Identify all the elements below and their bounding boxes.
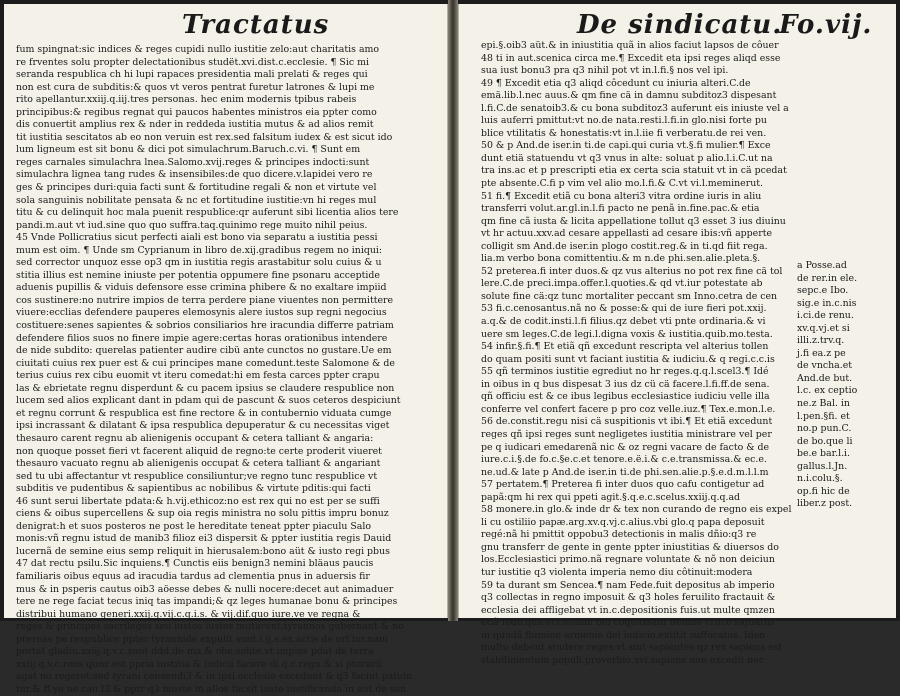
text-line: stabilimentum populi.proverbio.xvi.sapiens non excedit nec: [481, 654, 765, 666]
text-line: ciens & oibus supercellens & sup oia regis ministra no solu pittis impru bonuz: [16, 508, 389, 520]
marginal-note-line: sepc.e Ibo.: [797, 285, 849, 297]
marginal-note-line: de vncha.et: [797, 360, 853, 372]
text-line: prereas pe respublice ppter tyrannidé expulit sunt.l.ij.s.ex.actis de orl.iur.nam: [16, 633, 388, 645]
text-line: etiã fede.qua ecclesiam dei coquassant deinde cruce signatus: [481, 617, 775, 629]
text-line: 45 Vnde Pollicratius sicut perfecti aiali est bono via separatu a iustitia pessi: [16, 232, 378, 244]
marginal-note-line: be.e bar.l.i.: [797, 448, 851, 460]
text-line: sed tu ubi affectantur vt respublice consiliuntur;ve regno tunc respublice vt: [16, 470, 378, 482]
text-line: de nide subdito: querelas patienter audire cibü ante cunctos no gustare.Ue em: [16, 345, 392, 357]
text-line: regé:nã hi pmittit oppobu3 detectionis in malis dñio:q3 re: [481, 529, 757, 541]
text-line: aduenis pupillis & viduis defensore esse crimina phibere & no exaltare impiid: [16, 282, 387, 294]
text-line: 57 pertatem.¶ Preterea fi inter duos quo cafu contigetur ad: [481, 479, 765, 491]
text-line: lia.m verbo bona comittentiu.& m n.de phi.sen.alie.pleta.§.: [481, 253, 761, 265]
text-line: gnu transferr de gente in gente ppter iniustitias & diuersos do: [481, 541, 779, 553]
text-line: subditis ve pudentibus & sapientibus ac nobilibus & virtute pditis:qui facti: [16, 483, 371, 495]
text-line: agat no regeret:sed tyrani censendi3 & in ipsi ecclesie excedunt & q3 faciut patuin: [16, 671, 413, 683]
text-line: rito apellantur.xxiij.q.iij.tres personas. hec enim modernis tpibus rabeis: [16, 94, 357, 106]
text-line: 47 dat rectu psilu.Sic inquiens.¶ Cunctis eiis benign3 nemini bläaus paucis: [16, 558, 374, 570]
text-line: 56 de.constit.regu nisi cä suspitionis vt ibi.¶ Et etiã excedunt: [481, 416, 773, 428]
text-line: tra ins.ac et p prescripti etia ex certa scia statuit vt in cä pcedat: [481, 165, 787, 177]
text-line: solute fine cä:qz tunc mortaliter peccant sm Inno.cetra de cen: [481, 290, 778, 302]
text-line: lucernã de semine eius semp reliquit in hierusalem:bono aüt & iusto regi pbus: [16, 545, 390, 557]
left-page-header: Tractatus: [182, 10, 330, 40]
text-line: stitia illius est nemine iniuste per potentia oppumere fine psonaru acceptide: [16, 269, 380, 281]
text-line: monis:vñ regnu istud de manib3 filioz ei3 dispersit & ppter iustitia regis Dauid: [16, 533, 392, 545]
text-line: las & ebrietate regnu disperdunt & cu pacem ipsius se claudere respublice non: [16, 382, 395, 394]
left-page-body-text: [16, 44, 434, 695]
text-line: 50 & p And.de iser.in ti.de capi.qui curia vt.§.fi mulier.¶ Exce: [481, 140, 771, 152]
marginal-note-line: And.de but.: [797, 372, 853, 384]
text-line: los.Ecclesiastici primo.nã regnare voluntate & nõ non deiciun: [481, 554, 775, 566]
text-line: seranda respublica ch hi lupi rapaces presidentia mali prelati & reges qui: [16, 69, 368, 81]
text-line: 54 infir.§.fi.¶ Et etiã qñ excedunt rescripta vel alterius tollen: [481, 341, 769, 353]
text-line: 49 ¶ Excedit etia q3 aliqd côcedunt cu iniuria alteri.C.de: [481, 77, 751, 89]
text-line: fum spingnat:sic indices & reges cupidi nullo iustitie zelo:aut charitatis amo: [16, 44, 380, 55]
left-page: [4, 4, 448, 695]
text-line: ne.ud.& late p And.de iser.in ti.de phi.sen.alie.p.§.e.d.m.l.l.m: [481, 466, 769, 478]
text-line: tere ne rege faciat tecus iniq tas impandi;& qz leges humanae bonu & principes: [16, 596, 398, 608]
text-line: sola sanguinis nobilitate pensata & nc et fortitudine iustitie:vn hi reges mul: [16, 194, 377, 206]
text-line: costituere:senes sapientes & sobrios consiliarios hre iracundia differre patriam: [16, 320, 394, 332]
text-line: in oibus in q bus dispesat 3 ius dz cü cä facere.l.fi.ff.de sena.: [481, 378, 770, 390]
text-line: re frventes solu propter delectationibus studët.xvi.dist.c.ecclesie. ¶ Sic mi: [16, 56, 369, 68]
text-line: conferre vel confert facere p pro coz velle.iuz.¶ Tex.e.mon.l.e.: [481, 403, 776, 415]
marginal-note-line: de bo.que li: [797, 435, 853, 447]
text-line: viuere:ecclias defendere pauperes elemosynis alere iustos sup regni negocius: [16, 307, 387, 319]
text-line: reges carnales simulachra lnea.Salomo.xvij.reges & principes indocti:sunt: [16, 156, 370, 168]
text-line: li cu ostiliio papæ.arg.xv.q.vj.c.alius.vbi glo.q papa deposuit: [481, 516, 765, 528]
text-line: do quam positi sunt vt faciant iustitia & iudiciu.& q regi.c.c.is: [481, 353, 775, 365]
right-page-header-title: De sindicatu.: [577, 10, 783, 40]
right-page-body-text: [481, 40, 792, 666]
text-line: sua iust bonu3 pra q3 nihil pot vt in.l.fi.§ nos vel ipi.: [481, 65, 729, 77]
marginal-note-line: no.p pun.C.: [797, 423, 852, 435]
text-line: qñ officiu est & ce ibus legibus ecclesiastice iudiciu velle illa: [481, 391, 770, 403]
text-line: in quodã flumine armenie dei iudicio.extitit suffocatus. Ideo: [481, 629, 765, 641]
text-line: 51 fi.¶ Excedit etiã cu bona alteri3 vitra ordine iuris in aliu: [481, 190, 762, 202]
text-line: defendere filios suos no finere impie agere:certas horas orationibus intendere: [16, 332, 388, 344]
text-line: sed corrector unquoz esse op3 qm in iustitia regis arastabitur solu cuius & u: [16, 257, 382, 269]
text-line: thesauro carent regnu ab alienigenis occupant & cetera talliant & angaria:: [16, 432, 374, 444]
marginal-note-line: ne.z Bal. in: [797, 398, 850, 410]
text-line: pandi.m.aut vt iud.sine quo quo suffra.taq.quinimo rege muito nihil peius.: [16, 219, 368, 231]
text-line: titu & cu delinquit hoc mala puenit respublice:qr auferunt sibi licentia alios tere: [16, 207, 399, 219]
marginal-note-line: op.fi hic de: [797, 485, 850, 497]
text-line: portat gladiu.xxiij.q.v.c.sunt ddd.de ma.& obe.solite.vt impios pdat de terra: [16, 646, 374, 658]
text-line: q3 collectas in regno imposuit & q3 holes feruilito fractauit &: [481, 592, 776, 604]
text-line: 52 preterea.fi inter duos.& qz vus alterius no pot rex fine cä tol: [481, 265, 783, 277]
marginal-note-line: liber.z post.: [797, 498, 853, 510]
text-line: a.q.& de codit.insti.l.fi filius.qz debet vti pnte ordinaria.& vi: [481, 316, 766, 328]
text-line: 46 sunt serui libertate pdata:& h.vij.ethicoz:no est rex qui no est per se suffi: [16, 495, 380, 507]
text-line: ecclesia dei affligebat vt in.c.depositionis fuis.ut multe qmzen: [481, 604, 775, 616]
marginal-note-line: n.i.colu.§.: [797, 473, 843, 485]
text-line: reges & principes sacrilegos seu iustos iustos mutarent:tyrannos gubernant & no: [16, 621, 404, 633]
text-line: cos sustinere:no nutrire impios de terra perdere piane viuentes non permittere: [16, 294, 394, 306]
marginal-note-line: sig.e in.c.nis: [797, 297, 857, 309]
text-line: mum est oim. ¶ Unde sm Cyprianum in libro de.xij.gradibus regem no iniqui:: [16, 244, 383, 256]
marginal-note-line: a Posse.ad: [797, 260, 847, 271]
marginal-note-line: j.fi ea.z pe: [797, 347, 846, 359]
text-line: et regnu corrunt & respublica est fine rectore & in contubernio viduata cumge: [16, 407, 392, 419]
text-line: papã:qm hi rex qui ppeti agit.§.q.e.c.scelus.xxiij.q.q.ad: [481, 491, 741, 503]
text-line: pte absente.C.fi p vim vel alio mo.l.fi.& C.vt vi.l.meminerut.: [481, 178, 763, 190]
text-line: ciuitati cuius rex puer est & cui principes mane comedunt.teste Salomone & de: [16, 357, 395, 369]
marginal-note-line: xv.q.vj.et si: [797, 322, 850, 334]
text-line: ipsi incrassant & dilatant & ipsa respublica depuperatur & cu necessitas viget: [16, 420, 390, 432]
text-line: non quoque posset fieri vt facerent aliquid de regno:te certe proderit viueret: [16, 445, 382, 457]
text-line: ges & principes duri:quia facti sunt & fortitudine regali & non et virtute vel: [16, 182, 377, 194]
book-gutter: [448, 0, 458, 621]
text-line: 59 ta durant sm Sencea.¶ nam Fede.fuit depositus ab imperio: [481, 579, 775, 591]
text-line: multu debent studere reges:vt sint sapientes qz rex sapiens est: [481, 642, 783, 654]
text-line: lere.C.de preci.impa.offer.l.quoties.& qd vt.iur potestate ab: [481, 278, 763, 290]
text-line: reges qñ ipsi reges sunt negligetes iustitia ministrare vel per: [481, 428, 772, 440]
text-line: familiaris oibus equus ad iracudia tardus ad clementia pnus in aduersis fir: [16, 570, 370, 582]
text-line: distribui humano generi.xxij.q.vij.c.q.i.s. & vij.dif.quo iure.ve ve regna &: [16, 608, 361, 620]
marginal-note-line: l.pen.§fi. et: [797, 410, 850, 422]
text-line: 48 ti in aut.scenica circa me.¶ Excedit eta ipsi reges aliqd esse: [481, 52, 781, 64]
text-line: xxiij.q.v.c.reos quoz est ppria iustitia & iudicii facere di.q.c.regu.& si pterarii: [16, 658, 382, 670]
text-line: qm fine cã iusta & licita appellatione tollut q3 esset 3 ius diuinu: [481, 215, 786, 227]
text-line: vt hr actuu.xxv.ad cesare appellasti ad cesare ibis:vñ apperte: [481, 228, 773, 240]
text-line: mus & in psperis cautus oib3 aöesse debes & nulli nocere:decet aut animaduer: [16, 583, 394, 595]
text-line: lum ligneum est sit bonu & dici pot simulachrum.Baruch.c.vi. ¶ Sunt em: [16, 144, 361, 156]
text-line: non est cura de subditis:& quos vt veros pentrat furetur latrones & lupi me: [16, 81, 375, 93]
marginal-note-line: gallus.l.Jn.: [797, 460, 848, 472]
text-line: terius cuius rex cibu euomit vt iteru comedat:hi em festa carces ppter crapu: [16, 370, 380, 382]
text-line: dis conuertit amplius rex & nder in reddeda iustitia mutus & ad alios remit: [16, 119, 374, 131]
text-line: uere sm leges.C.de legi.l.digna voxis & iustitia.quib.mo.testa.: [481, 328, 773, 340]
text-line: transferri volut.ar.gl.in.l.fi pacto ne penã in.fine.pac.& etia: [481, 203, 760, 215]
marginal-note-line: de rer.in ele.: [797, 272, 858, 284]
text-line: 58 monere.in glo.& inde dr & tex non curando de regno eis expel: [481, 504, 792, 516]
text-line: simulachra lignea tang rudes & insensibiles:de quo dicere.v.lapidei vero re: [16, 169, 373, 181]
text-line: tur.& ff.ye ne.cau.l3 & pptr q3 muste in alios facsit iuste iustificanda.in aut.de san.: [16, 683, 410, 695]
text-line: principibus:& regibus regnat qui paucos habentes ministros eia ppter como: [16, 106, 377, 118]
marginal-note-line: illi.z.trv.q.: [797, 335, 845, 347]
text-line: denigrat:h et suos posteros ne post le hereditate teneat ppter piaculu Salo: [16, 520, 372, 532]
marginal-note-line: i.ci.de renu.: [797, 310, 854, 322]
text-line: tur iustitie q3 violenta imperia nemo diu côtinuit:modera: [481, 566, 753, 578]
marginal-note: [797, 260, 893, 511]
text-line: lucem sed alios explicant dant in pdam qui de pascunt & suos ceteros despiciunt: [16, 395, 401, 407]
text-line: 55 qñ terminos iustitie egrediut no hr reges.q.q.l.scel3.¶ Idé: [481, 366, 769, 378]
text-line: thesauro vacuato regnu ab alienigenis occupat & cetera talliant & angariant: [16, 458, 381, 470]
text-line: pe q iudicari emedarenã nic & oz regni vacare de facto & de: [481, 441, 770, 453]
text-line: luis auferri pmittut:vt no.de nata.resti.l.fi.in glo.nisi forte pu: [481, 115, 767, 127]
text-line: epi.§.oib3 aüt.& in iniustitia quã in alios faciut lapsos de côuer: [481, 40, 779, 51]
text-line: dunt etiä statuendu vt q3 vnus in alte: soluat p alio.l.i.C.ut na: [481, 152, 773, 164]
text-line: l.fi.C.de senatoib3.& cu bona subditoz3 auferunt eis iniuste vel a: [481, 102, 789, 114]
text-line: iure.c.i.§.de fo.c.§e.c.et tenore.e.ë.i.& c.e.transmissa.& ec.e.: [481, 454, 767, 466]
text-line: colligit sm And.de iser.in plogo costit.reg.& in ti.qd fiit rega.: [481, 240, 768, 252]
folio-number: Fo.vij.: [779, 10, 873, 40]
right-page: [458, 4, 896, 666]
text-line: tit iustitia sescitatos ab eo non veruin est rex.sed falsitum iudex & est sicut ido: [16, 131, 393, 143]
marginal-note-line: l.c. ex ceptio: [797, 385, 858, 397]
text-line: 53 fi.c.cenosantus.nã no & posse:& qui de iure fieri pot.xxij.: [481, 303, 767, 315]
text-line: emä.lib.l.nec auus.& qm fine cä in damnu subditoz3 dispesant: [481, 90, 777, 102]
text-line: blice vtilitatis & honestatis:vt in.l.iie fi verberatu.de rei ven.: [481, 127, 767, 139]
